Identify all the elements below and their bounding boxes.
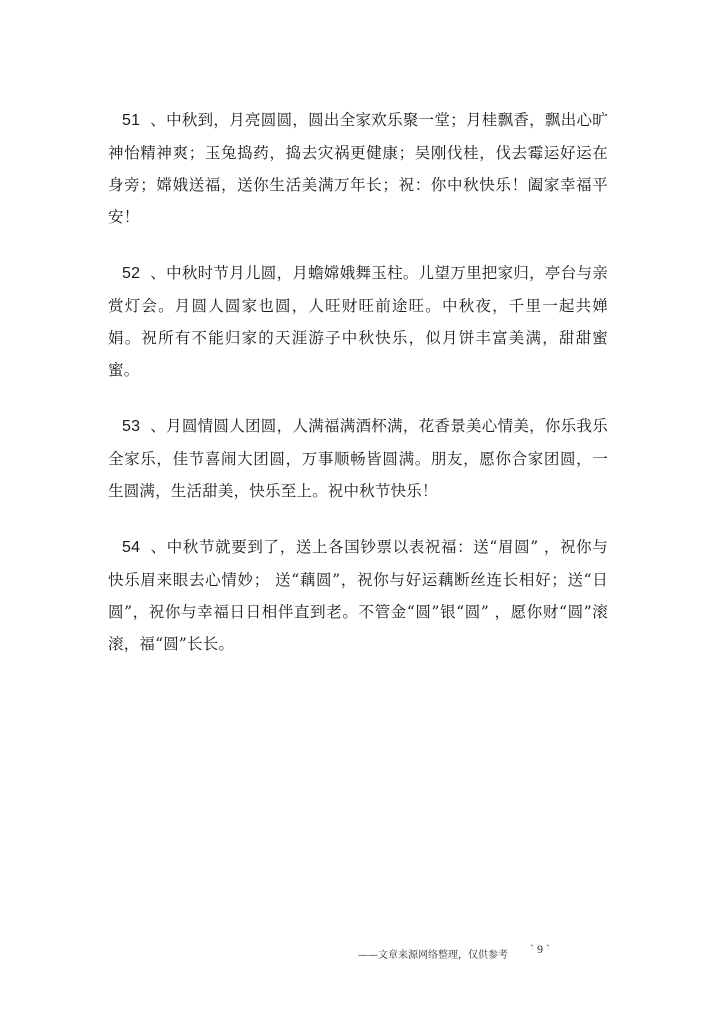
paragraph-number: 51 xyxy=(122,112,141,129)
paragraph-51 xyxy=(108,104,608,233)
paragraph-text: 、中秋节就要到了，送上各国钞票以表祝福：送“眉圆” ，祝你与快乐眉来眼去心情妙； 送“藕圆”，祝你与好运藕断丝连长相好；送“日圆”，祝你与幸福日日相伴直到老。不管金“圆”银“圆” ，愿你财“圆”滚滚，福“圆”长长。 xyxy=(108,538,608,653)
paragraph-52 xyxy=(108,257,608,386)
paragraph-53 xyxy=(108,410,608,507)
paragraph-text: 、中秋时节月儿圆，月蟾嫦娥舞玉柱。儿望万里把家归，亭台与亲赏灯会。月圆人圆家也圆，人旺财旺前途旺。中秋夜，千里一起共婵娟。祝所有不能归家的天涯游子中秋快乐，似月饼丰富美满，甜甜蜜蜜。 xyxy=(108,264,608,379)
paragraph-number: 53 xyxy=(122,418,141,435)
paragraph-number: 54 xyxy=(122,539,141,556)
paragraph-number: 52 xyxy=(122,265,141,282)
page-number: ` 9 ` xyxy=(530,942,550,956)
footer-source-note: ——文章来源网络整理，仅供参考 xyxy=(358,950,508,961)
page-footer xyxy=(0,940,720,964)
document-body xyxy=(108,104,608,684)
paragraph-54 xyxy=(108,531,608,660)
paragraph-text: 、月圆情圆人团圆，人满福满酒杯满，花香景美心情美，你乐我乐全家乐，佳节喜闹大团圆，万事顺畅皆圆满。朋友，愿你合家团圆，一生圆满，生活甜美，快乐至上。祝中秋节快乐！ xyxy=(108,417,608,500)
paragraph-text: 、中秋到，月亮圆圆，圆出全家欢乐聚一堂；月桂飘香，飘出心旷神怡精神爽；玉兔捣药，捣去灾祸更健康；吴刚伐桂，伐去霉运好运在身旁；嫦娥送福，送你生活美满万年长；祝：你中秋快乐！阖家幸福平安！ xyxy=(108,111,608,226)
